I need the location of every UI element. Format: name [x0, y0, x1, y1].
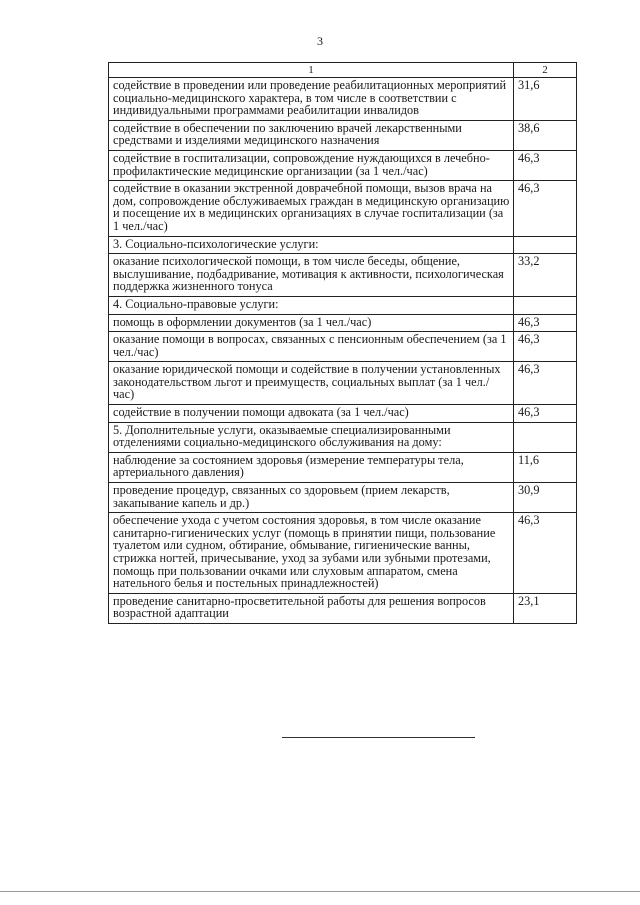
service-cell: оказание помощи в вопросах, связанных с пенсионным обеспечением (за 1 чел./час): [109, 332, 514, 362]
value-cell: 46,3: [514, 513, 577, 594]
table-row: [109, 120, 577, 150]
value-cell: 46,3: [514, 362, 577, 405]
service-cell: проведение процедур, связанных со здоровьем (прием лекарств, закапывание капель и др.): [109, 483, 514, 513]
section-heading: 5. Дополнительные услуги, оказываемые специализированными отделениями социально-медицинского обслуживания на дому:: [109, 422, 514, 452]
value-cell: 46,3: [514, 405, 577, 423]
value-cell: 46,3: [514, 181, 577, 236]
value-cell: 46,3: [514, 314, 577, 332]
end-of-table-rule: [282, 737, 475, 738]
table-row: [109, 78, 577, 121]
section-heading-row: [109, 296, 577, 314]
section-heading-row: [109, 236, 577, 254]
service-cell: оказание психологической помощи, в том числе беседы, общение, выслушивание, подбадривание, мотивация к активности, психологическая поддержка жизненного тонуса: [109, 254, 514, 297]
service-cell: содействие в обеспечении по заключению врачей лекарственными средствами и изделиями медицинского назначения: [109, 120, 514, 150]
service-cell: содействие в госпитализации, сопровождение нуждающихся в лечебно-профилактические медицинские организации (за 1 чел./час): [109, 150, 514, 180]
service-cell: обеспечение ухода с учетом состояния здоровья, в том числе оказание санитарно-гигиенических услуг (помощь в принятии пищи, пользование туалетом или судном, обтирание, обмывание, гигиенические ванны, стрижка ногтей, причесывание, уход за зубами или зубными протезами, помощь при пользовании очками или слуховым аппаратом, смена нательного белья и постельных принадлежностей): [109, 513, 514, 594]
service-cell: наблюдение за состоянием здоровья (измерение температуры тела, артериального давления): [109, 452, 514, 482]
table-row: [109, 513, 577, 594]
value-cell: [514, 296, 577, 314]
table-header-row: [109, 63, 577, 78]
column-header-value: 2: [514, 63, 577, 78]
services-price-table: [108, 62, 577, 624]
service-cell: содействие в проведении или проведение реабилитационных мероприятий социально-медицинского характера, в том числе в соответствии с индивидуальными программами реабилитации инвалидов: [109, 78, 514, 121]
table-row: [109, 254, 577, 297]
value-cell: 30,9: [514, 483, 577, 513]
value-cell: [514, 422, 577, 452]
value-cell: 33,2: [514, 254, 577, 297]
table-row: [109, 362, 577, 405]
value-cell: 11,6: [514, 452, 577, 482]
scan-edge-line: [0, 891, 640, 892]
column-header-service: 1: [109, 63, 514, 78]
value-cell: 38,6: [514, 120, 577, 150]
service-cell: помощь в оформлении документов (за 1 чел./час): [109, 314, 514, 332]
table-row: [109, 593, 577, 623]
page-number: 3: [317, 34, 323, 48]
table-row: [109, 483, 577, 513]
value-cell: 46,3: [514, 332, 577, 362]
table-row: [109, 405, 577, 423]
service-cell: содействие в получении помощи адвоката (за 1 чел./час): [109, 405, 514, 423]
table-row: [109, 150, 577, 180]
table-row: [109, 332, 577, 362]
table-row: [109, 452, 577, 482]
value-cell: 23,1: [514, 593, 577, 623]
section-heading-row: [109, 422, 577, 452]
section-heading: 3. Социально-психологические услуги:: [109, 236, 514, 254]
service-cell: оказание юридической помощи и содействие в получении установленных законодательством льгот и преимуществ, социальных выплат (за 1 чел./час): [109, 362, 514, 405]
service-cell: содействие в оказании экстренной доврачебной помощи, вызов врача на дом, сопровождение обслуживаемых граждан в медицинскую организацию и посещение их в медицинских организациях в случае госпитализации (за 1 чел./час): [109, 181, 514, 236]
section-heading: 4. Социально-правовые услуги:: [109, 296, 514, 314]
value-cell: 31,6: [514, 78, 577, 121]
value-cell: [514, 236, 577, 254]
value-cell: 46,3: [514, 150, 577, 180]
table-row: [109, 181, 577, 236]
service-cell: проведение санитарно-просветительной работы для решения вопросов возрастной адаптации: [109, 593, 514, 623]
table-row: [109, 314, 577, 332]
